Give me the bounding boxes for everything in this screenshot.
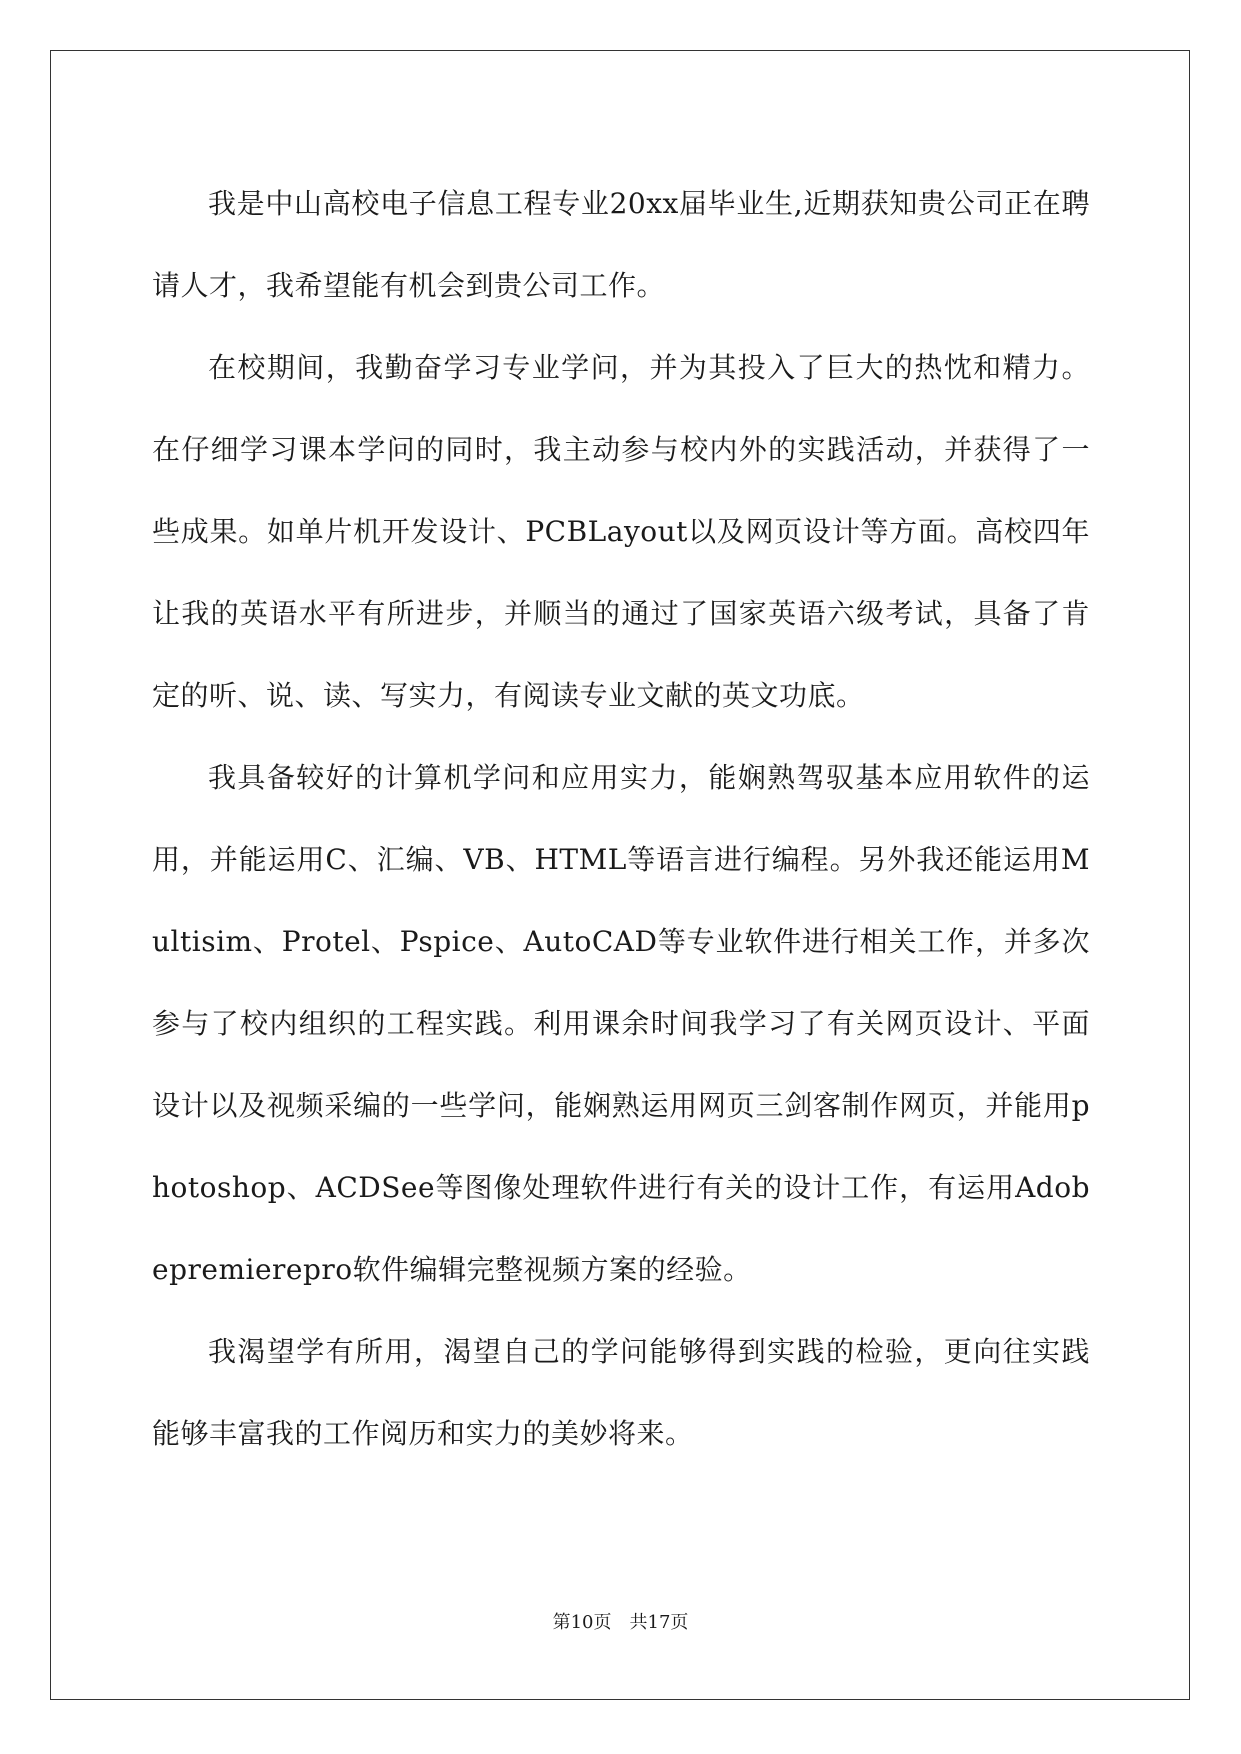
paragraph-skills: 我具备较好的计算机学问和应用实力，能娴熟驾驭基本应用软件的运用，并能运用C、汇编、VB、HTML等语言进行编程。另外我还能运用Multisim、Protel、Pspice、AutoCAD等专业软件进行相关工作，并多次参与了校内组织的工程实践。利用课余时间我学习了有关网页设计、平面设计以及视频采编的一些学问，能娴熟运用网页三剑客制作网页，并能用photoshop、ACDSee等图像处理软件进行有关的设计工作，有运用Adobepremierepro软件编辑完整视频方案的经验。: [152, 761, 1090, 1286]
page-total: 共17页: [629, 1612, 689, 1633]
page-number: 第10页: [552, 1612, 612, 1633]
paragraph-study: 在校期间，我勤奋学习专业学问，并为其投入了巨大的热忱和精力。在仔细学习课本学问的同时，我主动参与校内外的实践活动，并获得了一些成果。如单片机开发设计、PCBLayout以及网页设计等方面。高校四年让我的英语水平有所进步，并顺当的通过了国家英语六级考试，具备了肯定的听、说、读、写实力，有阅读专业文献的英文功底。: [152, 351, 1090, 712]
paragraph-intro: 我是中山高校电子信息工程专业20xx届毕业生,近期获知贵公司正在聘请人才，我希望能有机会到贵公司工作。: [152, 187, 1090, 302]
page-footer: [0, 1608, 1241, 1634]
paragraph-closing: 我渴望学有所用，渴望自己的学问能够得到实践的检验，更向往实践能够丰富我的工作阅历和实力的美妙将来。: [152, 1335, 1090, 1450]
document-body: [152, 163, 1090, 1475]
